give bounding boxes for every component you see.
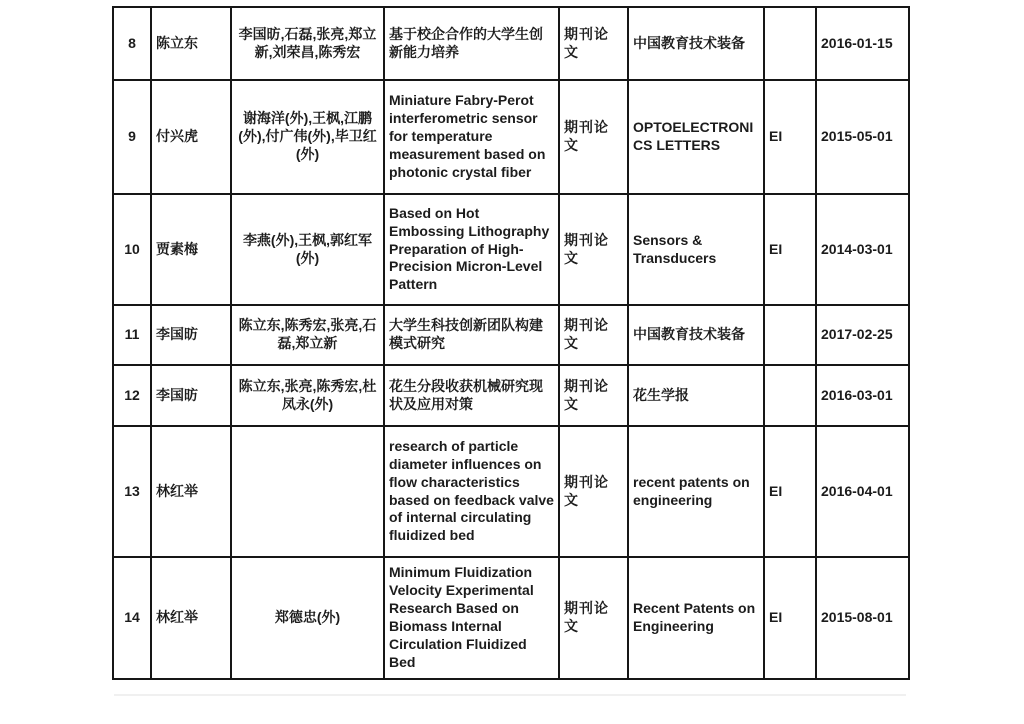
cell-type: 期刊论文 [559, 80, 628, 194]
cell-author: 李国昉 [151, 365, 231, 426]
cell-title: Based on Hot Embossing Lithography Preparation of High-Precision Micron-Level Pattern [384, 194, 559, 305]
table-row [113, 194, 909, 305]
cell-title: Miniature Fabry-Perot interferometric sensor for temperature measurement based on photonic crystal fiber [384, 80, 559, 194]
cell-journal: 中国教育技术装备 [628, 305, 764, 365]
cell-index: EI [764, 557, 816, 679]
cell-date: 2015-05-01 [816, 80, 909, 194]
table-row [113, 557, 909, 679]
cell-journal: OPTOELECTRONICS LETTERS [628, 80, 764, 194]
cell-index [764, 305, 816, 365]
cell-index [764, 7, 816, 80]
cell-seq: 8 [113, 7, 151, 80]
cell-type: 期刊论文 [559, 7, 628, 80]
cell-author: 林红举 [151, 426, 231, 557]
cell-author: 林红举 [151, 557, 231, 679]
cell-coauthors: 郑德忠(外) [231, 557, 384, 679]
cell-date: 2016-03-01 [816, 365, 909, 426]
cell-type: 期刊论文 [559, 305, 628, 365]
cell-author: 陈立东 [151, 7, 231, 80]
cell-seq: 10 [113, 194, 151, 305]
cell-seq: 11 [113, 305, 151, 365]
cell-date: 2017-02-25 [816, 305, 909, 365]
publications-table-body [113, 7, 909, 679]
cell-title: 花生分段收获机械研究现状及应用对策 [384, 365, 559, 426]
table-row [113, 305, 909, 365]
cell-coauthors [231, 426, 384, 557]
cell-author: 付兴虎 [151, 80, 231, 194]
cell-title: 基于校企合作的大学生创新能力培养 [384, 7, 559, 80]
cell-coauthors: 陈立东,陈秀宏,张亮,石磊,郑立新 [231, 305, 384, 365]
publications-table [112, 6, 910, 680]
table-row [113, 426, 909, 557]
cell-title: research of particle diameter influences on flow characteristics based on feedback valve of internal circulating fluidized bed [384, 426, 559, 557]
cell-seq: 14 [113, 557, 151, 679]
cell-date: 2015-08-01 [816, 557, 909, 679]
cell-type: 期刊论文 [559, 194, 628, 305]
cell-index: EI [764, 426, 816, 557]
cell-author: 贾素梅 [151, 194, 231, 305]
cell-type: 期刊论文 [559, 365, 628, 426]
table-row [113, 7, 909, 80]
cell-title: Minimum Fluidization Velocity Experimental Research Based on Biomass Internal Circulation Fluidized Bed [384, 557, 559, 679]
cell-date: 2014-03-01 [816, 194, 909, 305]
cell-date: 2016-04-01 [816, 426, 909, 557]
cell-journal: 中国教育技术装备 [628, 7, 764, 80]
cell-seq: 9 [113, 80, 151, 194]
cell-journal: 花生学报 [628, 365, 764, 426]
cell-type: 期刊论文 [559, 426, 628, 557]
table-row [113, 80, 909, 194]
cell-journal: Sensors & Transducers [628, 194, 764, 305]
cell-index: EI [764, 80, 816, 194]
table-row [113, 365, 909, 426]
cell-seq: 13 [113, 426, 151, 557]
cell-author: 李国昉 [151, 305, 231, 365]
cell-coauthors: 陈立东,张亮,陈秀宏,杜凤永(外) [231, 365, 384, 426]
cell-index [764, 365, 816, 426]
cell-index: EI [764, 194, 816, 305]
cell-type: 期刊论文 [559, 557, 628, 679]
cell-coauthors: 李国昉,石磊,张亮,郑立新,刘荣昌,陈秀宏 [231, 7, 384, 80]
cell-coauthors: 李燕(外),王枫,郭红军(外) [231, 194, 384, 305]
cell-seq: 12 [113, 365, 151, 426]
cell-journal: recent patents on engineering [628, 426, 764, 557]
cell-date: 2016-01-15 [816, 7, 909, 80]
publications-table-wrap [112, 6, 910, 680]
scan-artifact-line [114, 694, 906, 696]
cell-coauthors: 谢海洋(外),王枫,江鹏(外),付广伟(外),毕卫红(外) [231, 80, 384, 194]
cell-journal: Recent Patents on Engineering [628, 557, 764, 679]
cell-title: 大学生科技创新团队构建模式研究 [384, 305, 559, 365]
